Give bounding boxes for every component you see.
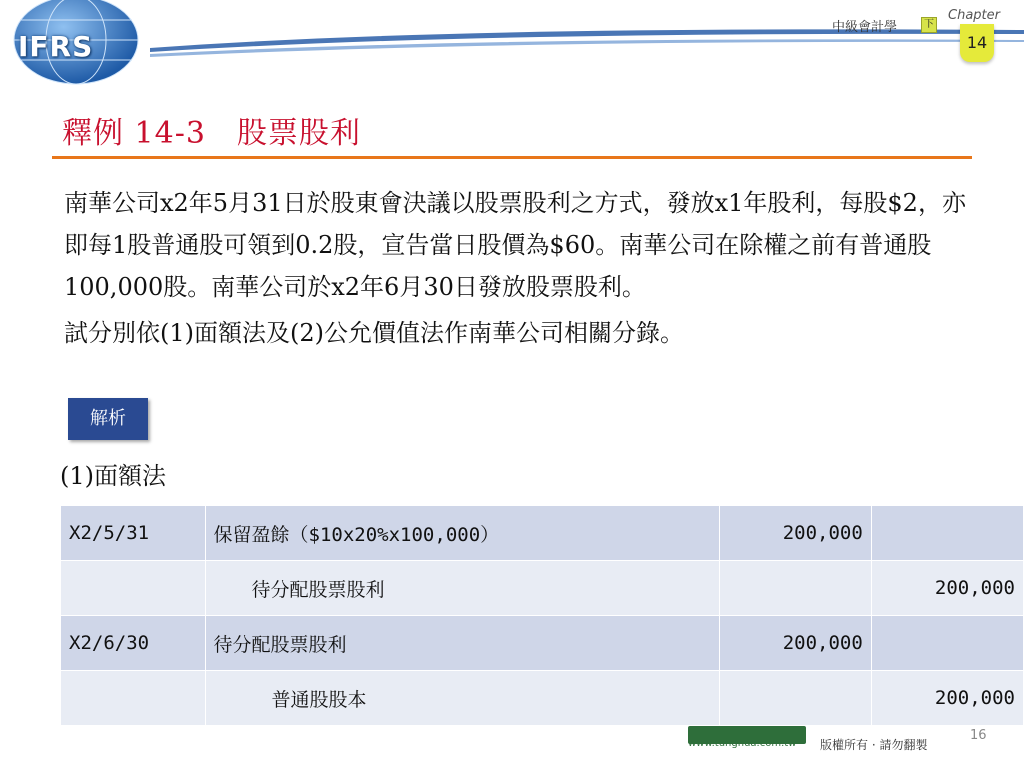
ifrs-logo-text: IFRS [18,30,94,63]
table-row [61,671,1024,726]
table-row [61,561,1024,616]
table-row [61,506,1024,561]
entry-debit: 200,000 [719,506,871,561]
entry-debit [719,561,871,616]
entry-account: 保留盈餘（$10x20%x100,000） [205,506,719,561]
entry-account: 待分配股票股利 [205,616,719,671]
entry-debit [719,671,871,726]
chapter-badge [960,24,994,62]
chapter-number: 14 [966,33,988,52]
entry-date [61,671,206,726]
entry-credit [871,506,1023,561]
entry-credit: 200,000 [871,561,1023,616]
book-title: 中級會計學 [832,20,898,35]
table-row [61,616,1024,671]
entry-date: X2/6/30 [61,616,206,671]
entry-debit: 200,000 [719,616,871,671]
page-number: 16 [970,728,987,743]
entry-credit [871,616,1023,671]
method-heading: (1)面額法 [60,462,166,490]
problem-question: 試分別依(1)面額法及(2)公允價值法作南華公司相關分錄。 [64,319,684,347]
analysis-tag: 解析 [68,398,148,440]
title-divider [52,156,972,159]
problem-text [64,182,984,354]
entry-date: X2/5/31 [61,506,206,561]
journal-entry-table [60,505,1024,726]
volume-tag: 下 [921,17,937,33]
copyright-notice: 版權所有 · 請勿翻製 [820,738,928,752]
entry-account: 普通股股本 [205,671,719,726]
problem-paragraph: 南華公司x2年5月31日於股東會決議以股票股利之方式，發放x1年股利，每股$2，亦即每1股普通股可領到0.2股，宣告當日股價為$60。南華公司在除權之前有普通股100,000股。南華公司於x2年6月30日發放股票股利。 [64,189,966,301]
entry-credit: 200,000 [871,671,1023,726]
entry-date [61,561,206,616]
entry-account: 待分配股票股利 [205,561,719,616]
publisher-url: www.tunghua.com.tw [688,738,797,749]
chapter-label: Chapter [948,8,1000,23]
slide-title: 釋例 14-3 股票股利 [62,116,361,151]
